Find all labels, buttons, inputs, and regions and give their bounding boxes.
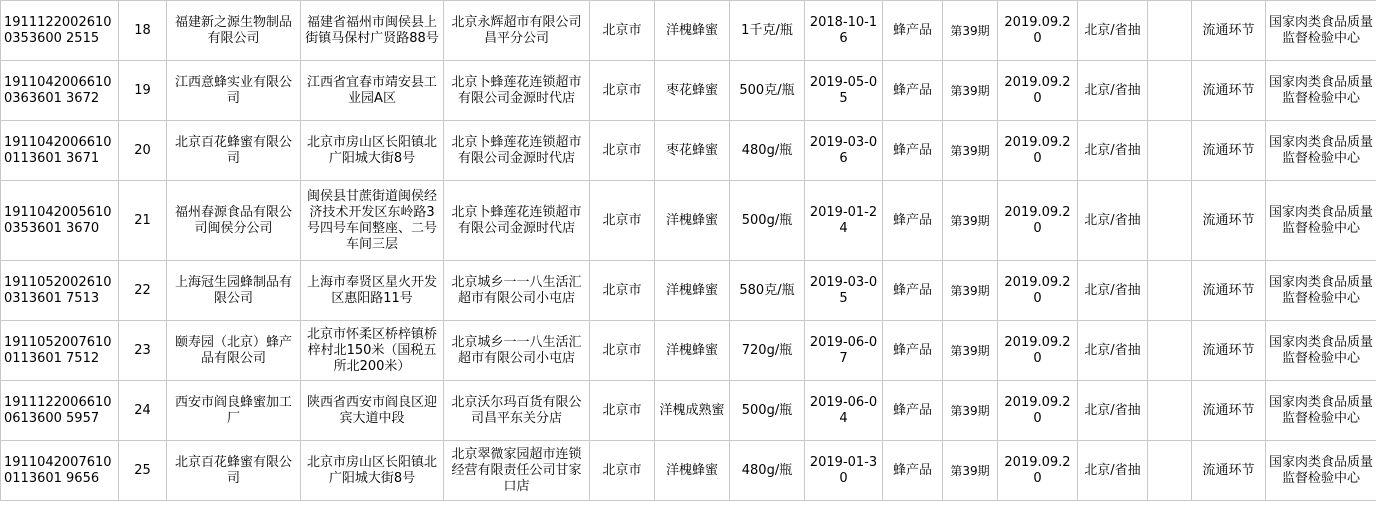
table-row [1, 321, 1376, 381]
food-name-cell: 洋槐蜂蜜 [655, 441, 730, 501]
publish-date-cell: 2019.09.20 [998, 1, 1078, 61]
link-cell: 流通环节 [1192, 321, 1266, 381]
region-cell: 北京市 [590, 381, 655, 441]
region-cell: 北京市 [590, 321, 655, 381]
food-name-cell: 洋槐蜂蜜 [655, 181, 730, 261]
inspection-org-cell: 国家肉类食品质量监督检验中心 [1266, 1, 1376, 61]
inspection-org-cell: 国家肉类食品质量监督检验中心 [1266, 121, 1376, 181]
publish-date-cell: 2019.09.20 [998, 381, 1078, 441]
seq-cell: 24 [119, 381, 167, 441]
spec-cell: 500克/瓶 [730, 61, 805, 121]
production-date-cell: 2019-06-04 [805, 381, 883, 441]
task-source-cell: 北京/省抽 [1078, 381, 1148, 441]
seq-cell: 20 [119, 121, 167, 181]
inspection-org-cell: 国家肉类食品质量监督检验中心 [1266, 181, 1376, 261]
category-cell: 蜂产品 [883, 1, 943, 61]
food-name-cell: 枣花蜂蜜 [655, 121, 730, 181]
sample-id-cell: 19110420056100353601 3670 [1, 181, 119, 261]
link-cell: 流通环节 [1192, 441, 1266, 501]
seq-cell: 23 [119, 321, 167, 381]
seq-cell: 18 [119, 1, 167, 61]
food-name-cell: 洋槐蜂蜜 [655, 261, 730, 321]
region-cell: 北京市 [590, 1, 655, 61]
sampled-unit-cell: 北京城乡一一八生活汇超市有限公司小屯店 [444, 261, 590, 321]
task-source-cell: 北京/省抽 [1078, 321, 1148, 381]
spec-cell: 480g/瓶 [730, 121, 805, 181]
region-cell: 北京市 [590, 261, 655, 321]
publish-date-cell: 2019.09.20 [998, 181, 1078, 261]
spec-cell: 500g/瓶 [730, 381, 805, 441]
issue-cell: 第39期 [943, 61, 998, 121]
producer-cell: 福建新之源生物制品有限公司 [167, 1, 301, 61]
producer-address-cell: 北京市怀柔区桥梓镇桥梓村北150米（国税五所北200米） [301, 321, 444, 381]
category-cell: 蜂产品 [883, 181, 943, 261]
sampled-unit-cell: 北京翠微家园超市连锁经营有限责任公司甘家口店 [444, 441, 590, 501]
blank-cell [1148, 321, 1192, 381]
table-row [1, 181, 1376, 261]
producer-cell: 福州春源食品有限公司闽侯分公司 [167, 181, 301, 261]
issue-cell: 第39期 [943, 121, 998, 181]
blank-cell [1148, 261, 1192, 321]
producer-cell: 颐寿园（北京）蜂产品有限公司 [167, 321, 301, 381]
inspection-org-cell: 国家肉类食品质量监督检验中心 [1266, 261, 1376, 321]
publish-date-cell: 2019.09.20 [998, 121, 1078, 181]
category-cell: 蜂产品 [883, 381, 943, 441]
publish-date-cell: 2019.09.20 [998, 441, 1078, 501]
sample-id-cell: 19111220026100353600 2515 [1, 1, 119, 61]
sampled-unit-cell: 北京城乡一一八生活汇超市有限公司小屯店 [444, 321, 590, 381]
task-source-cell: 北京/省抽 [1078, 1, 1148, 61]
link-cell: 流通环节 [1192, 121, 1266, 181]
food-name-cell: 洋槐蜂蜜 [655, 321, 730, 381]
blank-cell [1148, 381, 1192, 441]
category-cell: 蜂产品 [883, 61, 943, 121]
producer-cell: 北京百花蜂蜜有限公司 [167, 441, 301, 501]
sampled-unit-cell: 北京卜蜂莲花连锁超市有限公司金源时代店 [444, 121, 590, 181]
link-cell: 流通环节 [1192, 261, 1266, 321]
table-row [1, 121, 1376, 181]
link-cell: 流通环节 [1192, 1, 1266, 61]
task-source-cell: 北京/省抽 [1078, 61, 1148, 121]
production-date-cell: 2018-10-16 [805, 1, 883, 61]
blank-cell [1148, 1, 1192, 61]
blank-cell [1148, 181, 1192, 261]
task-source-cell: 北京/省抽 [1078, 261, 1148, 321]
table-row [1, 441, 1376, 501]
producer-address-cell: 江西省宜春市靖安县工业园A区 [301, 61, 444, 121]
spec-cell: 1千克/瓶 [730, 1, 805, 61]
table-body [1, 1, 1376, 501]
sample-id-cell: 19111220066100613600 5957 [1, 381, 119, 441]
seq-cell: 21 [119, 181, 167, 261]
issue-cell: 第39期 [943, 381, 998, 441]
region-cell: 北京市 [590, 61, 655, 121]
food-name-cell: 枣花蜂蜜 [655, 61, 730, 121]
task-source-cell: 北京/省抽 [1078, 441, 1148, 501]
sample-id-cell: 19110520076100113601 7512 [1, 321, 119, 381]
category-cell: 蜂产品 [883, 441, 943, 501]
category-cell: 蜂产品 [883, 321, 943, 381]
inspection-org-cell: 国家肉类食品质量监督检验中心 [1266, 61, 1376, 121]
food-name-cell: 洋槐成熟蜜 [655, 381, 730, 441]
production-date-cell: 2019-01-30 [805, 441, 883, 501]
producer-address-cell: 陕西省西安市阎良区迎宾大道中段 [301, 381, 444, 441]
issue-cell: 第39期 [943, 321, 998, 381]
table-row [1, 261, 1376, 321]
spec-cell: 500g/瓶 [730, 181, 805, 261]
spec-cell: 480g/瓶 [730, 441, 805, 501]
sampled-unit-cell: 北京卜蜂莲花连锁超市有限公司金源时代店 [444, 181, 590, 261]
table-row [1, 1, 1376, 61]
seq-cell: 22 [119, 261, 167, 321]
inspection-org-cell: 国家肉类食品质量监督检验中心 [1266, 381, 1376, 441]
sample-id-cell: 19110420076100113601 9656 [1, 441, 119, 501]
production-date-cell: 2019-03-05 [805, 261, 883, 321]
region-cell: 北京市 [590, 121, 655, 181]
producer-cell: 江西意蜂实业有限公司 [167, 61, 301, 121]
inspection-org-cell: 国家肉类食品质量监督检验中心 [1266, 441, 1376, 501]
publish-date-cell: 2019.09.20 [998, 61, 1078, 121]
publish-date-cell: 2019.09.20 [998, 261, 1078, 321]
seq-cell: 25 [119, 441, 167, 501]
producer-address-cell: 北京市房山区长阳镇北广阳城大街8号 [301, 441, 444, 501]
issue-cell: 第39期 [943, 441, 998, 501]
seq-cell: 19 [119, 61, 167, 121]
producer-cell: 西安市阎良蜂蜜加工厂 [167, 381, 301, 441]
production-date-cell: 2019-05-05 [805, 61, 883, 121]
blank-cell [1148, 441, 1192, 501]
issue-cell: 第39期 [943, 261, 998, 321]
region-cell: 北京市 [590, 181, 655, 261]
category-cell: 蜂产品 [883, 261, 943, 321]
sampled-unit-cell: 北京沃尔玛百货有限公司昌平东关分店 [444, 381, 590, 441]
table-row [1, 61, 1376, 121]
task-source-cell: 北京/省抽 [1078, 181, 1148, 261]
publish-date-cell: 2019.09.20 [998, 321, 1078, 381]
task-source-cell: 北京/省抽 [1078, 121, 1148, 181]
issue-cell: 第39期 [943, 1, 998, 61]
producer-address-cell: 闽侯县甘蔗街道闽侯经济技术开发区东岭路3号四号车间整座、二号车间三层 [301, 181, 444, 261]
category-cell: 蜂产品 [883, 121, 943, 181]
inspection-org-cell: 国家肉类食品质量监督检验中心 [1266, 321, 1376, 381]
blank-cell [1148, 61, 1192, 121]
spec-cell: 580克/瓶 [730, 261, 805, 321]
producer-address-cell: 福建省福州市闽侯县上街镇马保村广贤路88号 [301, 1, 444, 61]
sample-id-cell: 19110520026100313601 7513 [1, 261, 119, 321]
spec-cell: 720g/瓶 [730, 321, 805, 381]
issue-cell: 第39期 [943, 181, 998, 261]
producer-address-cell: 上海市奉贤区星火开发区惠阳路11号 [301, 261, 444, 321]
sample-id-cell: 19110420066100363601 3672 [1, 61, 119, 121]
production-date-cell: 2019-06-07 [805, 321, 883, 381]
producer-address-cell: 北京市房山区长阳镇北广阳城大街8号 [301, 121, 444, 181]
blank-cell [1148, 121, 1192, 181]
sample-id-cell: 19110420066100113601 3671 [1, 121, 119, 181]
sampled-unit-cell: 北京卜蜂莲花连锁超市有限公司金源时代店 [444, 61, 590, 121]
production-date-cell: 2019-03-06 [805, 121, 883, 181]
producer-cell: 上海冠生园蜂制品有限公司 [167, 261, 301, 321]
region-cell: 北京市 [590, 441, 655, 501]
food-name-cell: 洋槐蜂蜜 [655, 1, 730, 61]
link-cell: 流通环节 [1192, 381, 1266, 441]
sampled-unit-cell: 北京永辉超市有限公司昌平分公司 [444, 1, 590, 61]
producer-cell: 北京百花蜂蜜有限公司 [167, 121, 301, 181]
link-cell: 流通环节 [1192, 61, 1266, 121]
table-row [1, 381, 1376, 441]
production-date-cell: 2019-01-24 [805, 181, 883, 261]
link-cell: 流通环节 [1192, 181, 1266, 261]
